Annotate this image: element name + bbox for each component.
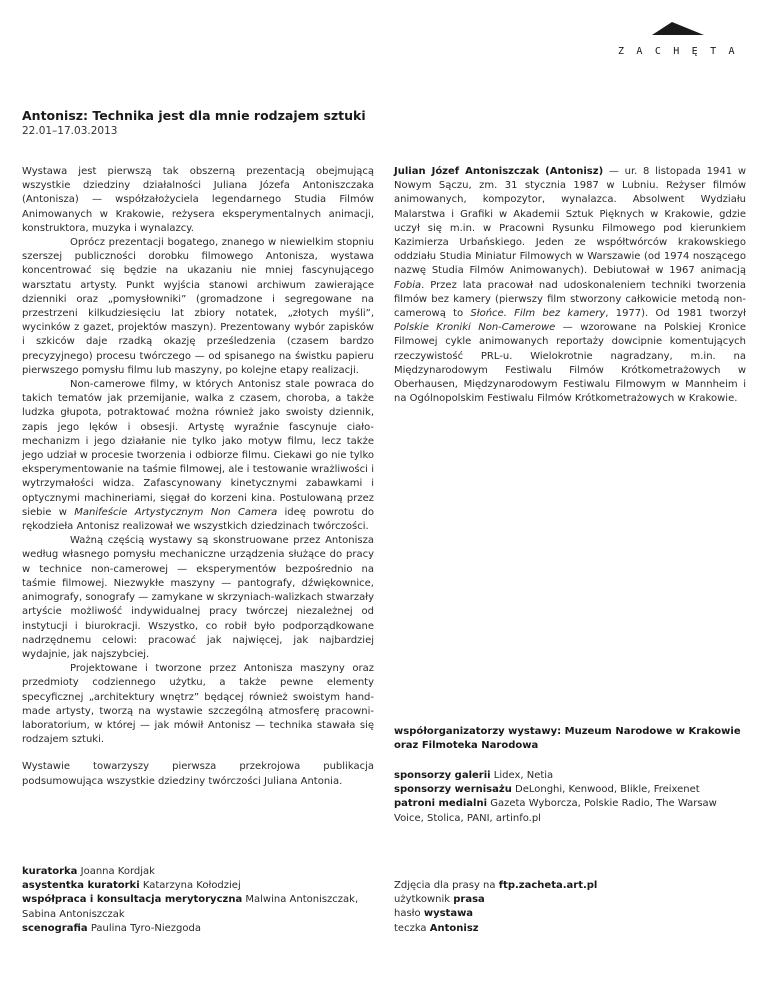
press-label: hasło: [394, 908, 421, 920]
press-value: wystawa: [423, 908, 474, 920]
sponsor-value: Gazeta Wyborcza, Polskie Radio, The Warsaw Voice, Stolica, PANI, artinfo.pl: [394, 798, 717, 824]
credit-label: scenografia: [22, 922, 88, 934]
co-organizers: [394, 725, 746, 753]
sponsor-label: sponsorzy wernisażu: [394, 784, 512, 796]
film-title: Fobia: [394, 279, 422, 291]
sponsors: [394, 769, 746, 826]
paragraph: Wystawa jest pierwszą tak obszerną prezentacją obejmującą wszystkie dziedziny działalności Juliana Józefa Antoniszczaka (Antonisza) — współzałożyciela legendarnego Studia Filmów Animowanych w Krakowie, reżysera eksperymentalnych animacji, konstruktora, muzyka i wynalazcy.: [22, 166, 374, 234]
film-title: Słońce. Film bez kamery: [470, 308, 606, 320]
sponsor-label: sponsorzy galerii: [394, 770, 491, 781]
text: — ur. 8 listopada 1941 w Nowym Sączu, zm. 31 stycznia 1987 w Lubniu. Reżyser filmów animowanych, kompozytor, wynalazca. Absolwent Wydziału Malarstwa i Grafiki w Akademii Sztuk Pięknych w Krakowie, gdzie uczył się m.in. w Pracowni Rysunku Filmowego pod kierunkiem Kazimierza Urbańskiego. Jeden ze współtwórców krakowskiego oddziału Studia Miniatur Filmowych w Warszawie (od 1974 noszącego nazwę Studia Filmów Animowanych). Debiutował w 1967 animacją: [394, 166, 746, 277]
zacheta-logo: [618, 22, 747, 70]
text: — wzorowane na Polskiej Kronice Filmowej cykle animowanych reportaży dowcipnie komentujących rzeczywistość PRL-u. Wielokrotnie nagradzany, m.in. na Międzynarodowym Festiwalu Filmów Krótkometrażowych w Oberhausen, Międzynarodowym Festiwalu Filmowym w Mannheim i na Ogólnopolskim Festiwalu Filmów Krótkometrażowych w Krakowie.: [394, 322, 746, 405]
biography-column: [394, 165, 746, 406]
paragraph: Ważną częścią wystawy są skonstruowane przez Antonisza według własnego pomysłu mechaniczne urządzenia służące do pracy w technice non-camerowej — eksperymentów bezpośrednio na taśmie filmowej. Niezwykłe maszyny — pantografy, dźwiękownice, animografy, sonografy — zamykane w skrzyniach-walizkach stwarzały artyście możliwość indywidualnej pracy twórczej niezależnej od instytucji i biurokracji. Wszystko, co robił było podporządkowane nadrzędnemu celowi: pracować jak najwięcej, jak najbardziej wydajnie, jak najszybciej.: [22, 535, 374, 660]
biography: [394, 165, 746, 406]
paragraph: Wystawie towarzyszy pierwsza przekrojowa publikacja podsumowująca wszystkie dziedziny twórczości Juliana Antonia.: [22, 761, 374, 787]
sponsor-value: Lidex, Netia: [493, 770, 554, 781]
ftp-link[interactable]: ftp.zacheta.art.pl: [498, 880, 598, 891]
paragraph: [22, 378, 374, 534]
logo-text: ZACHĘTA: [618, 46, 747, 57]
text: . Przez lata pracował nad udoskonaleniem techniki tworzenia filmów bez kamery (pierwszy film stworzony całkowicie metodą non-camerową to: [394, 279, 746, 320]
page-title: Antonisz: Technika jest dla mnie rodzajem sztuki: [22, 108, 366, 123]
press-value: prasa: [453, 894, 485, 906]
text: ideę powrotu do rękodzieła Antonisz realizował we wszystkich dziedzinach twórczości.: [22, 506, 374, 533]
exhibition-dates: 22.01–17.03.2013: [22, 125, 118, 137]
artist-name: Julian Józef Antoniszczak (Antonisz): [394, 166, 604, 177]
credit-value: Malwina Antoniszczak, Sabina Antoniszczak: [22, 894, 359, 920]
text: Non-camerowe filmy, w których Antonisz stale powraca do takich tematów jak przemijanie, walka z czasem, choroba, a także ludzka głupota, potraktować można również jako swoisty dziennik, zapis jego lęków i obsesji. Artystę wyraźnie fascynuje ciało-mechanizm i jego działanie nie tylko jako motyw filmu, lecz także jego udział w procesie tworzenia i odbiorze filmu. Ciekawi go nie tylko eksperymentowanie na taśmie filmowej, ale i testowanie wrażliwości i wytrzymałości widza. Zafascynowany kinetycznymi zabawkami i optycznymi machineriami, sięgał do korzeni kina. Postulowaną przez siebie w: [22, 379, 374, 518]
paragraph: Oprócz prezentacji bogatego, znanego w niewielkim stopniu szerszej publiczności dorobku filmowego Antonisza, wystawa koncentrować się będzie na ukazaniu nie mniej fascynującego warsztatu artysty. Punkt wyjścia stanowi archiwum zawierające dzienniki oraz „pomysłowniki” (gromadzone i segregowane na przestrzeni kilkudziesięciu lat zbiory notatek, „złotych myśli”, wycinków z gazet, projektów maszyn). Prezentowany wybór zapisków i szkiców daje rzadką okazję prześledzenia (czasem bardzo precyzyjnego) procesu twórczego — od spisanego na świstku papieru pierwszego pomysłu filmu lub maszyny, po kolejne etapy realizacji.: [22, 237, 374, 376]
press-value: Antonisz: [429, 922, 479, 934]
credit-value: Paulina Tyro-Niezgoda: [90, 922, 201, 934]
credit-label: kuratorka: [22, 866, 78, 877]
press-intro: Zdjęcia dla prasy na: [394, 880, 496, 891]
manifesto-title: Manifeście Artystycznym Non Camera: [74, 506, 278, 518]
press-label: użytkownik: [394, 894, 451, 906]
credit-value: Katarzyna Kołodziej: [142, 880, 241, 892]
sponsor-value: DeLonghi, Kenwood, Blikle, Freixenet: [515, 784, 700, 796]
credit-label: współpraca i konsultacja merytoryczna: [22, 894, 243, 906]
press-info: [394, 879, 746, 936]
press-label: teczka: [394, 922, 427, 934]
co-organizers-text: współorganizatorzy wystawy: Muzeum Narodowe w Krakowie oraz Filmoteka Narodowa: [394, 726, 741, 752]
credits: [22, 865, 374, 936]
film-title: Polskie Kroniki Non-Camerowe: [394, 322, 556, 334]
paragraph: Projektowane i tworzone przez Antonisza maszyny oraz przedmioty codziennego użytku, a także pewne elementy specyficznej „architektury wnętrz” będącej również swoistym hand-made artysty, tworzą na wystawie szczególną atmosferę pracowni-laboratorium, w której — jak mówił Antonisz — technika stawała się rodzajem sztuki.: [22, 663, 374, 746]
roof-icon: [652, 22, 704, 36]
credit-label: asystentka kuratorki: [22, 880, 140, 892]
description-column: [22, 165, 374, 789]
credit-value: Joanna Kordjak: [80, 866, 155, 877]
sponsor-label: patroni medialni: [394, 798, 488, 810]
text: , 1977). Od 1981 tworzył: [605, 308, 746, 320]
